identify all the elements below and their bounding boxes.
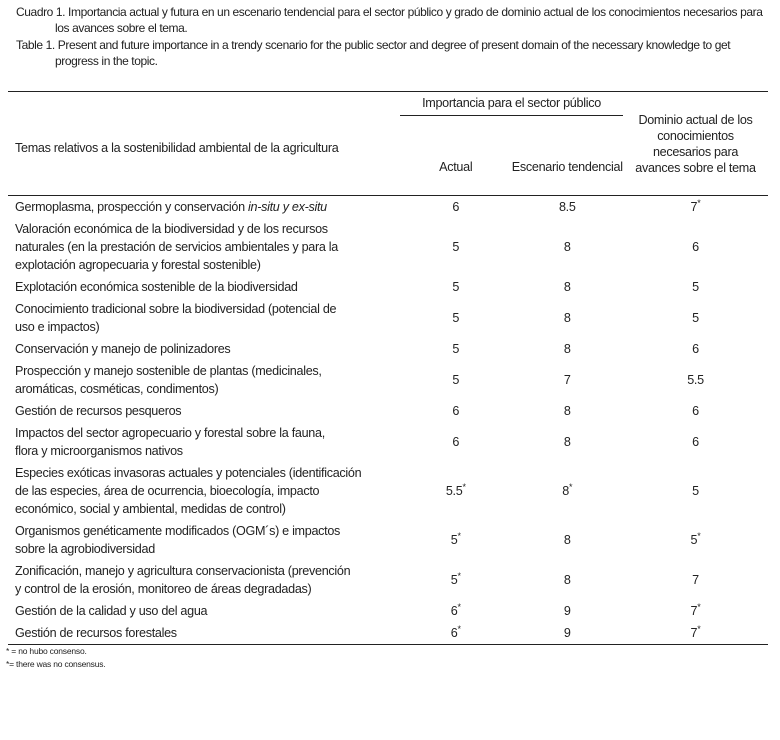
row-domain-number: 7 [690, 200, 698, 214]
header-topics: Temas relativos a la sostenibilidad ambiental de la agricultura [15, 140, 339, 155]
row-domain-number: 5 [690, 533, 698, 547]
row-domain-number: 7 [690, 626, 698, 640]
row-actual-number: 5 [452, 280, 460, 294]
row-topic-text: Explotación económica sostenible de la biodiversidad [15, 280, 298, 294]
row-actual-number: 5 [450, 533, 458, 547]
row-trend-number: 8 [563, 404, 571, 418]
row-domain-value [623, 422, 768, 462]
row-trend-number: 8 [563, 280, 571, 294]
row-topic [8, 218, 400, 276]
header-domain: Dominio actual de los conocimientos necesarios para avances sobre el tema [635, 112, 756, 175]
row-domain-number: 7 [692, 573, 699, 587]
row-actual-number: 6 [450, 604, 458, 618]
row-domain-value [623, 462, 768, 520]
row-domain-value [623, 196, 768, 219]
row-topic-text: Zonificación, manejo y agricultura conservacionista (prevención y control de la erosión, monitoreo de áreas degradadas) [15, 564, 351, 596]
row-topic [8, 560, 400, 600]
row-trend-value [512, 338, 624, 360]
row-topic [8, 338, 400, 360]
row-trend-value [512, 196, 624, 219]
no-consensus-marker: * [697, 197, 701, 208]
no-consensus-marker: * [697, 623, 701, 634]
row-domain-value [623, 360, 768, 400]
row-topic-text: Conservación y manejo de polinizadores [15, 342, 231, 356]
row-trend-number: 8 [563, 311, 571, 325]
row-actual-value [400, 276, 512, 298]
row-trend-number: 8.5 [558, 200, 576, 214]
row-topic-text: Organismos genéticamente modificados (OGM´s) e impactos sobre la agrobiodiversidad [15, 524, 341, 556]
caption-en-line2: knowledge to get progress in the topic. [55, 38, 731, 68]
row-topic [8, 298, 400, 338]
row-topic-text: Impactos del sector agropecuario y forestal sobre la fauna, flora y microorganismos nativos [15, 426, 325, 458]
row-trend-number: 8 [563, 573, 571, 587]
row-domain-value [623, 338, 768, 360]
table-row [8, 338, 768, 360]
row-domain-number: 6 [692, 240, 699, 254]
row-actual-value [400, 360, 512, 400]
row-domain-number: 5 [692, 280, 699, 294]
row-trend-value [512, 520, 624, 560]
row-trend-value [512, 298, 624, 338]
row-domain-number: 7 [690, 604, 698, 618]
row-topic-text: Valoración económica de la biodiversidad y de los recursos naturales (en la prestación de servicios ambientales y para la explotación agropecuaria y forestal sostenible) [15, 222, 339, 272]
row-actual-value [400, 218, 512, 276]
row-topic [8, 462, 400, 520]
row-trend-number: 8 [563, 342, 571, 356]
row-topic-text: Prospección y manejo sostenible de plantas (medicinales, aromáticas, cosméticas, condimentos) [15, 364, 322, 396]
table-row [8, 276, 768, 298]
row-trend-number: 9 [563, 626, 571, 640]
row-actual-value [400, 560, 512, 600]
row-domain-value [623, 218, 768, 276]
row-actual-value [400, 462, 512, 520]
row-actual-value [400, 422, 512, 462]
row-domain-value [623, 622, 768, 645]
row-trend-number: 8 [563, 240, 571, 254]
row-topic [8, 196, 400, 219]
no-consensus-marker: * [462, 481, 466, 492]
row-topic [8, 276, 400, 298]
table-row [8, 462, 768, 520]
row-actual-number: 6 [452, 404, 460, 418]
no-consensus-marker: * [457, 530, 461, 541]
caption-english [8, 37, 772, 69]
data-table [8, 91, 768, 645]
row-trend-value [512, 462, 624, 520]
no-consensus-marker: * [457, 623, 461, 634]
no-consensus-marker: * [457, 570, 461, 581]
table-row [8, 298, 768, 338]
table-header [8, 92, 768, 196]
row-trend-value [512, 622, 624, 645]
header-actual: Actual [439, 159, 473, 174]
row-trend-value [512, 560, 624, 600]
row-actual-number: 5 [452, 311, 460, 325]
table-row [8, 520, 768, 560]
row-domain-number: 5 [692, 484, 699, 498]
row-actual-number: 5 [452, 373, 460, 387]
row-trend-number: 8 [563, 435, 571, 449]
row-domain-value [623, 560, 768, 600]
table-row [8, 218, 768, 276]
table-row [8, 360, 768, 400]
row-topic-text: Conocimiento tradicional sobre la biodiversidad (potencial de uso e impactos) [15, 302, 337, 334]
row-actual-value [400, 298, 512, 338]
row-domain-number: 5.5 [687, 373, 704, 387]
row-actual-number: 5 [452, 342, 460, 356]
row-topic-text: Especies exóticas invasoras actuales y potenciales (identificación de las especies, área de ocurrencia, bioecología, impacto económico, social y ambiental, medidas de control) [15, 466, 362, 516]
row-actual-number: 6 [452, 200, 460, 214]
row-domain-number: 6 [692, 404, 699, 418]
caption-en-line1: Table 1. Present and future importance in a trendy scenario for the public sector and degree of present domain of the necessary [16, 38, 643, 52]
row-actual-value [400, 400, 512, 422]
row-domain-number: 6 [692, 435, 699, 449]
row-topic-italic: in-situ y ex-situ [248, 200, 327, 214]
row-topic [8, 422, 400, 462]
row-domain-value [623, 600, 768, 622]
row-actual-number: 5.5 [445, 484, 463, 498]
row-trend-value [512, 276, 624, 298]
table-row [8, 196, 768, 219]
table-row [8, 600, 768, 622]
row-trend-value [512, 360, 624, 400]
row-domain-value [623, 298, 768, 338]
caption-es-line2: necesarios para los avances sobre el tema. [55, 5, 763, 35]
row-actual-number: 5 [452, 240, 460, 254]
row-trend-value [512, 218, 624, 276]
row-actual-number: 6 [450, 626, 458, 640]
table-row [8, 560, 768, 600]
row-trend-number: 8 [563, 533, 571, 547]
row-topic [8, 520, 400, 560]
row-topic-text: Gestión de recursos pesqueros [15, 404, 182, 418]
row-topic-text: Germoplasma, prospección y conservación [15, 200, 248, 214]
table-row [8, 622, 768, 645]
table-row [8, 422, 768, 462]
row-domain-value [623, 520, 768, 560]
no-consensus-marker: * [697, 530, 701, 541]
row-trend-number: 9 [563, 604, 571, 618]
row-actual-number: 6 [452, 435, 460, 449]
row-topic-text: Gestión de la calidad y uso del agua [15, 604, 208, 618]
row-actual-value [400, 600, 512, 622]
row-domain-number: 6 [692, 342, 699, 356]
row-actual-value [400, 338, 512, 360]
row-actual-value [400, 196, 512, 219]
row-domain-value [623, 276, 768, 298]
row-trend-value [512, 400, 624, 422]
table-body [8, 196, 768, 645]
row-topic [8, 360, 400, 400]
row-actual-value [400, 520, 512, 560]
row-domain-value [623, 400, 768, 422]
row-topic [8, 400, 400, 422]
row-trend-value [512, 600, 624, 622]
row-topic [8, 622, 400, 645]
no-consensus-marker: * [569, 481, 573, 492]
table-row [8, 400, 768, 422]
caption-spanish [8, 4, 772, 36]
row-domain-number: 5 [692, 311, 699, 325]
no-consensus-marker: * [457, 601, 461, 612]
row-trend-value [512, 422, 624, 462]
row-topic [8, 600, 400, 622]
footnote-en: *= there was no consensus. [6, 659, 106, 669]
row-topic-text: Gestión de recursos forestales [15, 626, 177, 640]
row-actual-value [400, 622, 512, 645]
header-trend: Escenario tendencial [511, 159, 623, 174]
header-importance-group: Importancia para el sector público [400, 92, 623, 116]
row-trend-number: 8 [562, 484, 569, 498]
row-actual-number: 5 [450, 573, 458, 587]
row-trend-number: 7 [563, 373, 571, 387]
caption-es-line1: Cuadro 1. Importancia actual y futura en un escenario tendencial para el sector público y grado de dominio actual de los conocimientos [16, 5, 681, 19]
no-consensus-marker: * [697, 601, 701, 612]
footnote-es: * = no hubo consenso. [6, 646, 87, 656]
